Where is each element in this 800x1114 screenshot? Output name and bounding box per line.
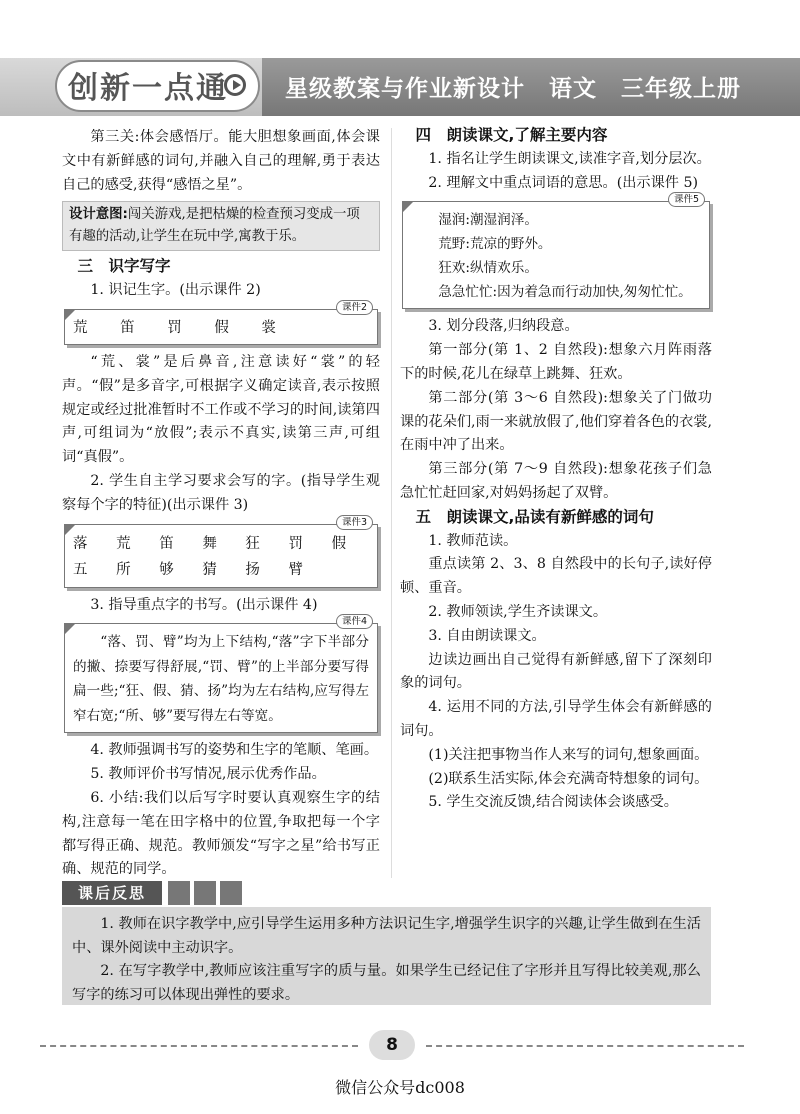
box-text: “落、罚、臂”均为上下结构,“落”字下半部分的撇、捺要写得舒展,“罚、臂”的上半部分要写得扁一些;“狂、假、猜、扬”均为左右结构,应写得左窄右宽;“所、够”要写得左右等宽。 xyxy=(73,634,369,724)
decor-square xyxy=(194,881,216,905)
list-item: 6. 小结:我们以后写字时要认真观察生字的结构,注意每一笔在田字格中的位置,争取把每一个字都写得正确、规范。教师颁发“写字之星”给书写正确、规范的同学。 xyxy=(62,789,380,878)
reflection-label: 课后反思 xyxy=(62,881,162,905)
decor-square xyxy=(168,881,190,905)
left-column xyxy=(62,126,380,882)
list-item: 5. 学生交流反馈,结合阅读体会谈感受。 xyxy=(428,794,678,811)
right-column xyxy=(400,124,712,815)
courseware-tag: 课件4 xyxy=(336,614,373,629)
courseware-box xyxy=(402,194,710,309)
reflection-paragraph: 2. 在写字教学中,教师应该注重写字的质与量。如果学生已经记住了字形并且写得比较美观,那么写字的练习可以体现出弹性的要求。 xyxy=(72,963,701,1003)
list-item: 2. 教师领读,学生齐读课文。 xyxy=(428,603,608,620)
list-item: 2. 学生自主学习要求会写的字。(指导学生观察每个字的特征)(出示课件 3) xyxy=(62,472,380,513)
book-title: 星级教案与作业新设计 语文 三年级上册 xyxy=(285,76,741,102)
definition-line: 荒野:荒凉的野外。 xyxy=(438,236,552,253)
courseware-tag: 课件3 xyxy=(336,515,373,530)
section-heading: 四 朗读课文,了解主要内容 xyxy=(415,126,608,144)
character-list: 荒 笛 罚 假 裳 xyxy=(73,319,290,336)
box-corner xyxy=(65,525,75,535)
reflection-box xyxy=(62,907,711,1005)
courseware-box xyxy=(64,516,378,588)
section-heading: 五 朗读课文,品读有新鲜感的词句 xyxy=(415,507,654,526)
list-item: 4. 教师强调书写的姿势和生字的笔顺、笔画。 xyxy=(90,742,379,759)
paragraph: 第三部分(第 7～9 自然段):想象花孩子们急急忙忙赶回家,对妈妈扬起了双臂。 xyxy=(400,461,712,501)
list-item: (1)关注把事物当作人来写的词句,想象画面。 xyxy=(428,746,709,763)
paragraph: 重点读第 2、3、8 自然段中的长句子,读好停顿、重音。 xyxy=(400,556,712,597)
box-corner xyxy=(403,202,413,212)
footer-divider xyxy=(426,1045,744,1047)
paragraph: 第三关:体会感悟厅。能大胆想象画面,体会课文中有新鲜感的词句,并融入自己的理解,勇于表达自己的感受,获得“感悟之星”。 xyxy=(62,129,380,193)
list-item: 1. 教师范读。 xyxy=(428,532,518,549)
play-icon xyxy=(224,74,246,96)
courseware-box xyxy=(64,301,378,345)
logo-text: 创新一点通 xyxy=(68,71,228,106)
list-item: 3. 划分段落,归纳段意。 xyxy=(428,318,579,335)
definition-line: 急急忙忙:因为着急而行动加快,匆匆忙忙。 xyxy=(438,284,692,301)
list-item: 1. 识记生字。(出示课件 2) xyxy=(90,282,261,299)
paragraph: “荒、裳”是后鼻音,注意读好“裳”的轻声。“假”是多音字,可根据字义确定读音,表示按照规定或经过批准暂时不工作或不学习的时间,读第四声,可组词为“放假”;表示不真实,读第三声,可组词“真假”。 xyxy=(62,353,380,466)
list-item: 3. 自由朗读课文。 xyxy=(428,627,546,644)
footer-divider xyxy=(40,1045,358,1047)
courseware-tag: 课件5 xyxy=(668,192,705,207)
definition-line: 狂欢:纵情欢乐。 xyxy=(438,260,538,277)
list-item: 5. 教师评价书写情况,展示优秀作品。 xyxy=(90,766,326,783)
paragraph: 第一部分(第 1、2 自然段):想象六月阵雨落下的时候,花儿在绿草上跳舞、狂欢。 xyxy=(400,342,712,382)
wechat-watermark: 微信公众号dc008 xyxy=(335,1078,465,1097)
list-item: (2)联系生活实际,体会充满奇特想象的词句。 xyxy=(428,770,709,787)
design-label: 设计意图: xyxy=(69,207,128,223)
decor-square xyxy=(220,881,242,905)
design-intent xyxy=(62,201,380,251)
definition-line: 湿润:潮湿润泽。 xyxy=(438,212,538,229)
character-list: 落 荒 笛 舞 狂 罚 假 五 所 够 猜 扬 臂 xyxy=(73,535,359,578)
paragraph: 边读边画出自己觉得有新鲜感,留下了深刻印象的词句。 xyxy=(400,651,712,692)
box-corner xyxy=(65,624,75,634)
list-item: 4. 运用不同的方法,引导学生体会有新鲜感的词句。 xyxy=(400,699,712,739)
list-item: 3. 指导重点字的书写。(出示课件 4) xyxy=(90,596,318,613)
courseware-box xyxy=(64,616,378,733)
section-heading: 三 识字写字 xyxy=(77,257,171,276)
page-number: 8 xyxy=(369,1030,415,1060)
list-item: 1. 指名让学生朗读课文,读准字音,划分层次。 xyxy=(428,150,711,167)
courseware-tag: 课件2 xyxy=(336,300,373,315)
reflection-paragraph: 1. 教师在识字教学中,应引导学生运用多种方法识记生字,增强学生识字的兴趣,让学生做到在生活中、课外阅读中主动识字。 xyxy=(72,916,701,956)
column-divider xyxy=(391,128,392,878)
list-item: 2. 理解文中重点词语的意思。(出示课件 5) xyxy=(428,174,699,191)
design-text: 闯关游戏,是把枯燥的检查预习变成一项有趣的活动,让学生在玩中学,寓教于乐。 xyxy=(69,207,360,245)
box-corner xyxy=(65,310,75,320)
paragraph: 第二部分(第 3～6 自然段):想象关了门做功课的花朵们,雨一来就放假了,他们穿着各色的衣裳,在雨中冲了出来。 xyxy=(400,389,712,454)
